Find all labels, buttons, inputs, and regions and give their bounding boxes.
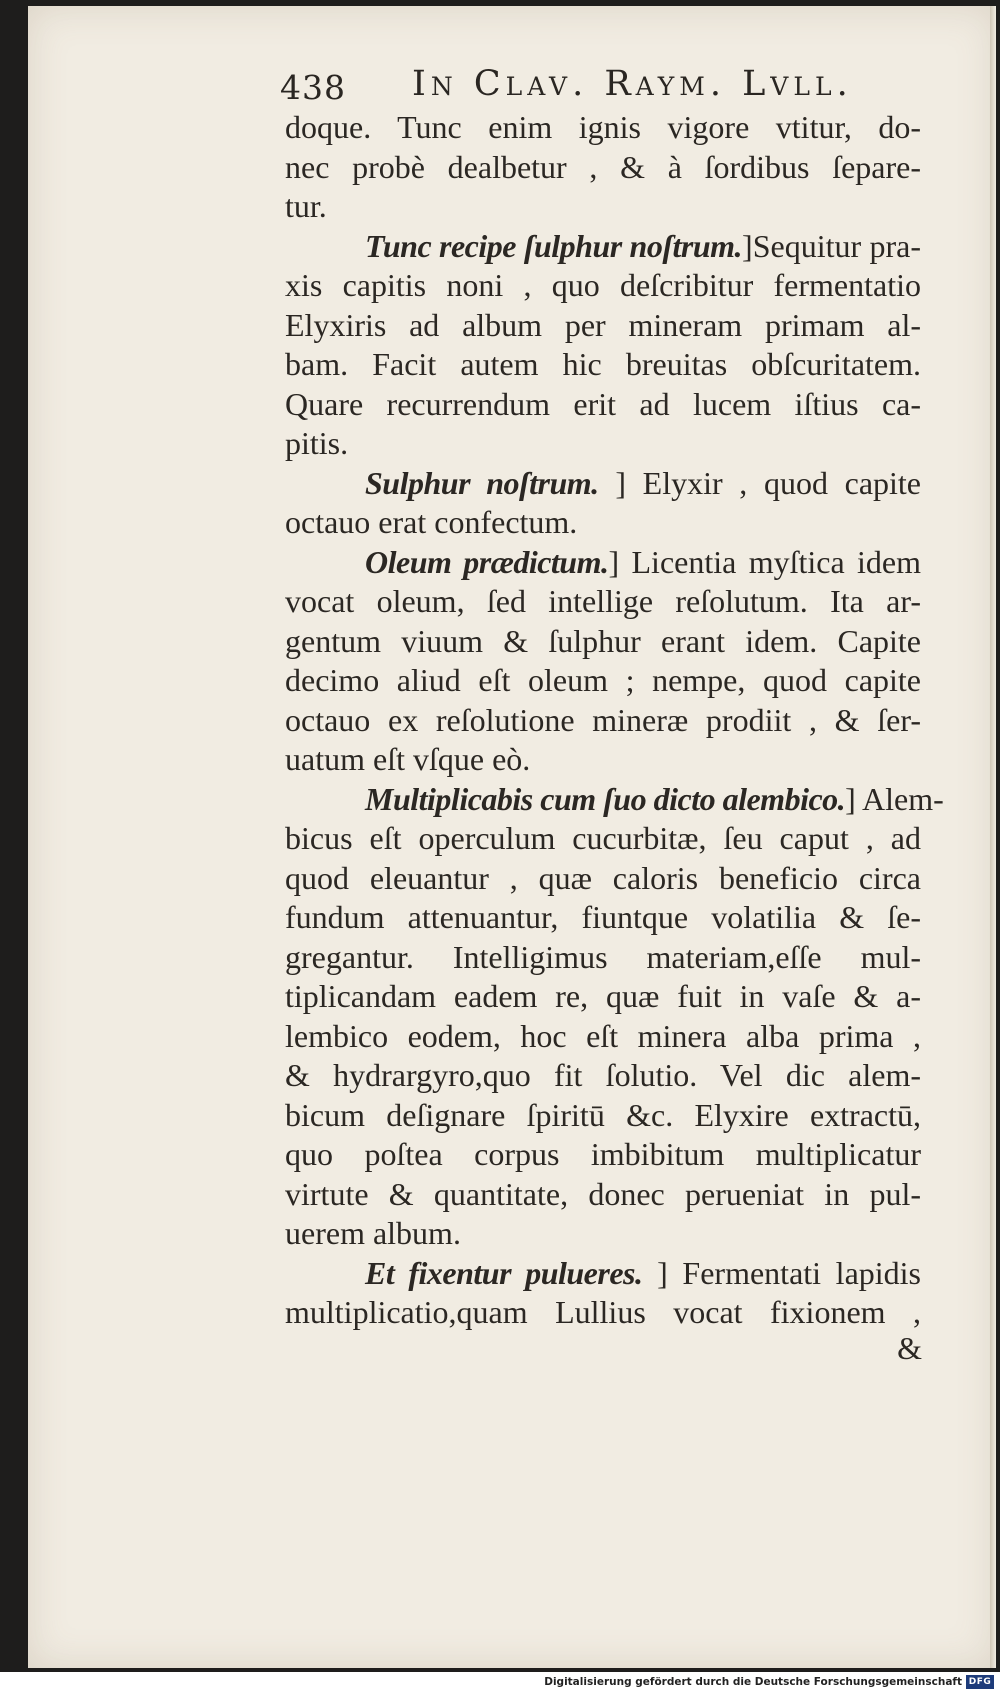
commentary-text: lembico eodem, hoc eſt minera alba prima ,	[285, 1017, 921, 1054]
text-line	[285, 1254, 921, 1294]
page-number: 438	[280, 68, 346, 107]
commentary-text: gregantur. Intelligimus materiam,eſſe mul-	[285, 938, 921, 975]
text-line	[285, 622, 921, 662]
commentary-text: decimo aliud eſt oleum ; nempe, quod capite	[285, 662, 921, 698]
commentary-text: ] Fermentati lapidis	[642, 1254, 922, 1291]
text-line	[285, 464, 921, 504]
commentary-text: multiplicatio,quam Lullius vocat fixionem ,	[285, 1294, 921, 1330]
text-line	[285, 740, 921, 780]
commentary-text: ] Licentia myſtica idem	[608, 543, 921, 580]
text-line	[285, 1056, 921, 1096]
text-line	[285, 898, 921, 938]
body-text	[285, 108, 944, 1333]
text-line	[285, 661, 921, 701]
commentary-text: Elyxiris ad album per mineram primam al-	[285, 306, 921, 343]
commentary-text: uerem album.	[285, 1215, 461, 1251]
digitization-footer	[0, 1672, 1000, 1695]
text-line	[285, 1096, 921, 1136]
text-line	[285, 1293, 921, 1333]
commentary-text: bam. Facit autem hic breuitas obſcuritatem.	[285, 346, 921, 382]
text-line	[285, 977, 921, 1017]
commentary-text: vocat oleum, ſed intellige reſolutum. Ita ar-	[285, 583, 921, 619]
text-line	[285, 543, 921, 583]
lemma: Oleum prædictum.	[365, 543, 609, 580]
commentary-text: nec probè dealbetur , & à ſordibus ſepare-	[285, 148, 921, 185]
text-line	[285, 1017, 921, 1057]
commentary-text: bicus eſt operculum cucurbitæ, ſeu caput , ad	[285, 820, 921, 856]
commentary-text: quo poſtea corpus imbibitum multiplicatur	[285, 1136, 921, 1172]
running-head: In Clav. Raym. Lvll.	[412, 64, 853, 104]
commentary-text: Quare recurrendum erit ad lucem iſtius ca-	[285, 385, 921, 422]
commentary-text: bicum deſignare ſpiritū &c. Elyxire extractū,	[285, 1096, 921, 1133]
text-line	[285, 859, 921, 899]
text-line	[285, 227, 921, 267]
text-line	[285, 503, 921, 543]
page-edge	[990, 6, 996, 1668]
commentary-text: pitis.	[285, 425, 349, 461]
commentary-text: virtute & quantitate, donec perueniat in pul-	[285, 1175, 921, 1212]
text-line	[285, 385, 921, 425]
text-line	[285, 780, 944, 820]
text-line	[285, 187, 921, 227]
text-line	[285, 1135, 921, 1175]
commentary-text: octauo ex reſolutione mineræ prodiit , & ſer-	[285, 701, 921, 738]
text-line	[285, 1175, 921, 1215]
funding-credit: Digitalisierung gefördert durch die Deutsche Forschungsgemeinschaft	[544, 1676, 962, 1688]
text-line	[285, 266, 921, 306]
commentary-text: doque. Tunc enim ignis vigore vtitur, do-	[285, 109, 921, 145]
text-line	[285, 701, 921, 741]
commentary-text: tur.	[285, 188, 327, 224]
lemma: Et fixentur pulueres.	[365, 1254, 643, 1291]
commentary-text: tiplicandam eadem re, quæ fuit in vaſe & a-	[285, 978, 921, 1014]
text-line	[285, 938, 921, 978]
commentary-text: & hydrargyro,quo fit ſolutio. Vel dic alem-	[285, 1057, 921, 1093]
lemma: Sulphur noſtrum.	[365, 464, 599, 501]
text-line	[285, 148, 921, 188]
lemma: Tunc recipe ſulphur noſtrum.	[365, 227, 743, 264]
text-line	[285, 424, 921, 464]
dfg-logo: DFG	[966, 1675, 994, 1689]
text-line	[285, 582, 921, 622]
text-line	[285, 306, 921, 346]
commentary-text: xis capitis noni , quo deſcribitur fermentatio	[285, 267, 921, 303]
text-line	[285, 345, 921, 385]
commentary-text: uatum eſt vſque eò.	[285, 741, 531, 777]
commentary-text: ] Elyxir , quod capite	[598, 464, 922, 501]
text-line	[285, 819, 921, 859]
catchword: &	[897, 1330, 922, 1366]
commentary-text: gentum viuum & ſulphur erant idem. Capite	[285, 622, 921, 659]
page-header	[280, 60, 920, 108]
text-line	[285, 1214, 921, 1254]
commentary-text: ]Sequitur pra-	[742, 227, 922, 264]
commentary-text: quod eleuantur , quæ caloris beneficio circa	[285, 859, 921, 896]
commentary-text: ] Alem-	[845, 780, 944, 817]
commentary-text: fundum attenuantur, fiuntque volatilia & ſe-	[285, 899, 921, 935]
lemma: Multiplicabis cum ſuo dicto alembico.	[365, 780, 846, 817]
commentary-text: octauo erat confectum.	[285, 504, 578, 540]
text-line	[285, 108, 921, 148]
